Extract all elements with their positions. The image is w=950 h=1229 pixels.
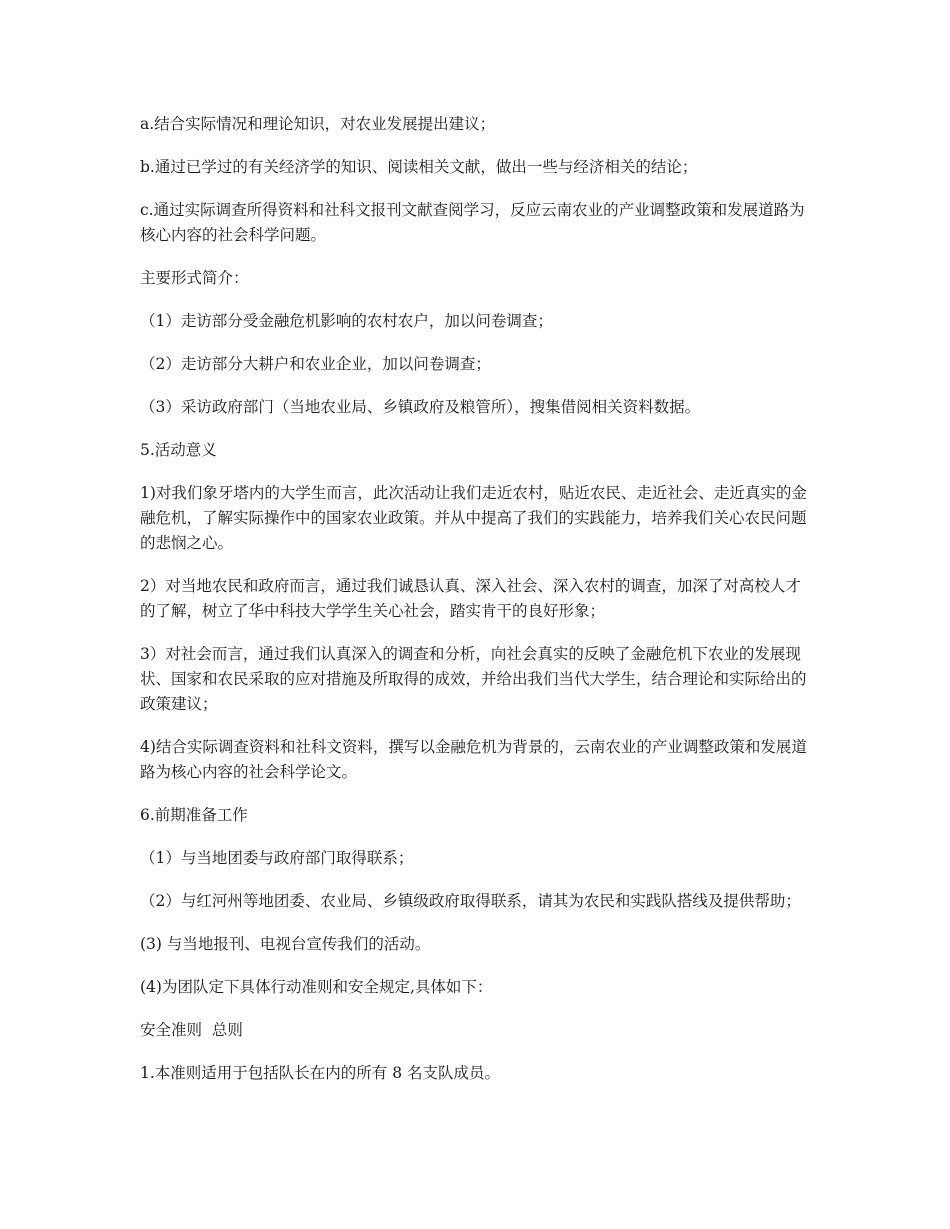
goal-c-paragraph: c.通过实际调查所得资料和社科文报刊文献查阅学习，反应云南农业的产业调整政策和发展道路为核心内容的社会科学问题。 <box>140 201 805 244</box>
significance-item-3: 3）对社会而言，通过我们认真深入的调查和分析，向社会真实的反映了金融危机下农业的发展现状、国家和农民采取的应对措施及所取得的成效，并给出我们当代大学生，结合理论和实际给出的政策建议； <box>140 645 807 713</box>
preparation-heading: 6.前期准备工作 <box>140 806 248 824</box>
preparation-item-3: (3) 与当地报刊、电视台宣传我们的活动。 <box>140 935 431 953</box>
safety-rules-heading: 安全准则 总则 <box>140 1021 243 1039</box>
form-item-1: （1）走访部分受金融危机影响的农村农户，加以问卷调查； <box>140 312 553 330</box>
form-item-3: （3）采访政府部门（当地农业局、乡镇政府及粮管所），搜集借阅相关资料数据。 <box>140 398 701 416</box>
significance-item-1: 1)对我们象牙塔内的大学生而言，此次活动让我们走近农村，贴近农民、走近社会、走近真实的金融危机，了解实际操作中的国家农业政策。并从中提高了我们的实践能力，培养我们关心农民问题的悲悯之心。 <box>140 484 807 552</box>
form-item-2: （2）走访部分大耕户和农业企业，加以问卷调查； <box>140 355 491 373</box>
safety-rule-1: 1.本准则适用于包括队长在内的所有 8 名支队成员。 <box>140 1064 501 1082</box>
goal-b-paragraph: b.通过已学过的有关经济学的知识、阅读相关文献，做出一些与经济相关的结论； <box>140 158 698 176</box>
preparation-item-2: （2）与红河州等地团委、农业局、乡镇级政府取得联系，请其为农民和实践队搭线及提供帮助； <box>140 892 801 910</box>
forms-heading: 主要形式简介： <box>140 269 249 287</box>
significance-item-4: 4)结合实际调查资料和社科文资料，撰写以金融危机为背景的，云南农业的产业调整政策和发展道路为核心内容的社会科学论文。 <box>140 738 807 781</box>
significance-item-2: 2）对当地农民和政府而言，通过我们诚恳认真、深入社会、深入农村的调查，加深了对高校人才的了解，树立了华中科技大学学生关心社会，踏实肯干的良好形象； <box>140 577 801 620</box>
significance-heading: 5.活动意义 <box>140 441 217 459</box>
document-body <box>140 112 812 1104</box>
preparation-item-4: (4)为团队定下具体行动准则和安全规定,具体如下： <box>140 978 493 996</box>
goal-a-paragraph: a.结合实际情况和理论知识，对农业发展提出建议； <box>140 115 496 133</box>
preparation-item-1: （1）与当地团委与政府部门取得联系； <box>140 849 414 867</box>
